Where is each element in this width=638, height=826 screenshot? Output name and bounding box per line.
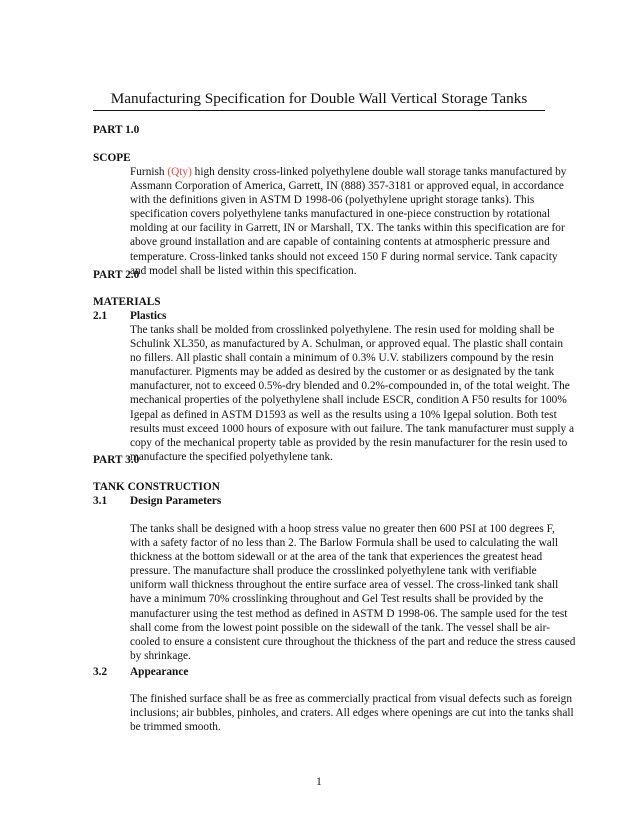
scope-heading: SCOPE [93,152,131,164]
design-line: with a safety factor of no less than 2. The Barlow Formula shall be used to calculating the wall [130,537,559,550]
plastics-paragraph [130,323,574,464]
design-line: have a minimum 70% crosslinking throughout and Gel Test results shall be provided by the [130,593,544,606]
scope-line: and model shall be listed within this specification. [130,264,357,277]
scope-line: Assmann Corporation of America, Garrett, IN (888) 357-3181 or approved equal, in accordance [130,180,564,193]
section-3-2-number: 3.2 [93,666,108,678]
design-parameters-paragraph [130,522,575,663]
design-line: shall come from the lowest point possible on the sidewall of the tank. The vessel shall be air- [130,621,550,634]
design-line: cooled to ensure a consistent cure throughout the thickness of the part and reduce the stress caused [130,635,576,648]
design-line: The tanks shall be designed with a hoop stress value no greater then 600 PSI at 100 degrees F, [130,523,555,535]
scope-line-1-start: Furnish [130,166,168,178]
plastics-line: no fillers. All plastic shall contain a minimum of 0.3% U.V. stabilizers compound by the resin [130,352,554,365]
design-line: by shrinkage. [130,649,191,662]
scope-line: above ground installation and are capable of containing contents at atmospheric pressure and [130,236,550,249]
design-parameters-heading: Design Parameters [130,495,222,507]
scope-line: temperature. Cross-linked tanks should not exceed 150 F during normal service. Tank capacity [130,250,558,263]
design-line: uniform wall thickness throughout the entire surface area of vessel. The cross-linked tank shall [130,579,559,592]
plastics-line: Igepal as defined in ASTM D1593 as well as the results using a 10% Igepal solution. Both test [130,408,557,421]
part-2-heading: PART 2.0 [93,269,140,281]
scope-line-1 [130,165,566,179]
appearance-paragraph [130,692,574,734]
design-line: thickness at the bottom sidewall or at the area of the tank that experiences the greatest head [130,551,543,564]
tank-construction-heading: TANK CONSTRUCTION [93,481,220,493]
plastics-line: manufacture the specified polyethylene tank. [130,450,333,463]
page-number: 1 [316,776,322,788]
plastics-line: manufacturer. Pigments may be added as desired by the customer or as designated by the tank [130,366,555,379]
scope-paragraph [130,165,566,278]
scope-line: molding at our facility in Garrett, IN or Marshall, TX. The tanks within this specification are for [130,222,565,235]
scope-line: with the definitions given in ASTM D 1998-06 (polyethylene upright storage tanks). This [130,194,535,207]
plastics-line: The tanks shall be molded from crosslinked polyethylene. The resin used for molding shall be [130,324,555,336]
title-underline [93,110,545,111]
part-3-heading: PART 3.0 [93,454,140,466]
scope-line-1-end: high density cross-linked polyethylene double wall storage tanks manufactured by [191,166,567,178]
qty-placeholder: (Qty) [167,166,192,178]
appearance-line: be trimmed smooth. [130,721,221,734]
appearance-heading: Appearance [130,666,189,678]
design-line: manufacturer using the test method as defined in ASTM D 1998-06. The sample used for the test [130,607,568,620]
design-line: pressure. The manufacture shall produce the crosslinked polyethylene tank with verifiable [130,565,537,578]
plastics-line: manufacturer, not to exceed 0.5%-dry blended and 0.2%-compounded in, of the total weight. The [130,380,570,393]
plastics-line: Schulink XL350, as manufactured by A. Schulman, or approved equal. The plastic shall contain [130,338,564,351]
appearance-line: inclusions; air bubbles, pinholes, and craters. All edges where openings are cut into the tanks shall [130,707,574,720]
document-title: Manufacturing Specification for Double Wall Vertical Storage Tanks [110,90,528,107]
plastics-line: mechanical properties of the polyethylene shall include ESCR, condition A F50 results for 100% [130,394,567,407]
plastics-heading: Plastics [130,310,167,322]
plastics-line: results must exceed 1000 hours of exposure with out failure. The tank manufacturer must supply a [130,422,575,435]
part-1-heading: PART 1.0 [93,124,140,136]
appearance-line: The finished surface shall be as free as commercially practical from visual defects such as foreign [130,693,572,705]
section-2-1-number: 2.1 [93,310,108,322]
section-3-1-number: 3.1 [93,495,108,507]
plastics-line: copy of the mechanical property table as provided by the resin manufacturer for the resin used to [130,436,568,449]
scope-line: specification covers polyethylene tanks manufactured in one-piece construction by rotational [130,208,551,221]
materials-heading: MATERIALS [93,296,161,308]
